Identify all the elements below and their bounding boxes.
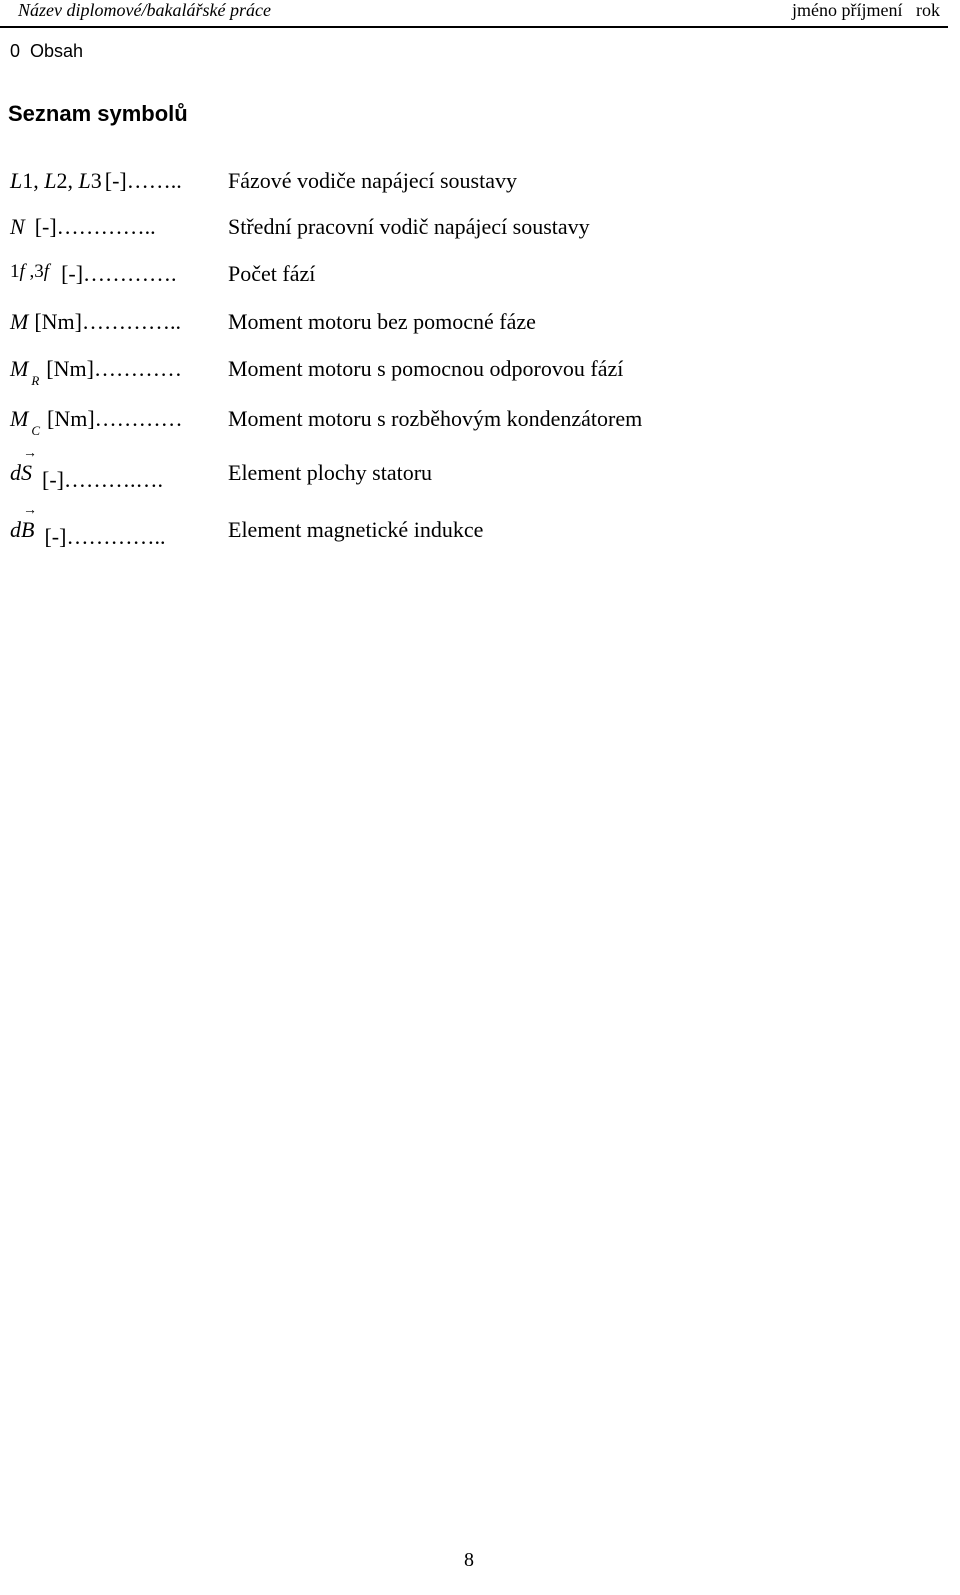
symbol-unit: [Nm] <box>34 309 82 334</box>
symbol-term <box>10 261 177 287</box>
symbol-unit: [-] <box>44 524 67 549</box>
symbol-digit: 1 <box>10 261 20 282</box>
symbol-row <box>0 406 948 450</box>
header-year: rok <box>916 0 940 20</box>
leader-dots: ………… <box>93 356 182 381</box>
symbol-row <box>0 261 948 305</box>
header-author-year <box>792 0 940 21</box>
symbol-term <box>10 503 166 549</box>
symbol-unit: [-] <box>104 168 127 193</box>
symbol-subscript: C <box>31 423 40 438</box>
symbol-row <box>0 503 948 561</box>
symbol-letter: M <box>10 406 29 431</box>
vector-symbol <box>21 503 37 543</box>
leader-dots: ………….. <box>56 214 156 239</box>
symbol-digit: 2, <box>56 168 79 193</box>
symbol-term <box>10 446 163 492</box>
leader-dots: …………. <box>83 261 177 286</box>
symbol-term <box>10 406 183 438</box>
symbol-letter: L <box>44 168 57 193</box>
symbol-description: Střední pracovní vodič napájecí soustavy <box>228 214 590 239</box>
page-header <box>0 0 948 28</box>
header-thesis-title: Název diplomové/bakalářské práce <box>18 0 271 20</box>
symbol-description: Počet fází <box>228 261 316 286</box>
leader-dots: ………… <box>94 406 183 431</box>
symbol-letter: S <box>21 460 32 485</box>
leader-dots: ………….. <box>66 524 166 549</box>
symbol-row <box>0 214 948 258</box>
symbol-letter: B <box>21 517 35 542</box>
symbol-unit-group <box>34 524 165 549</box>
symbol-letter: f <box>43 261 50 282</box>
symbol-unit: [-] <box>61 261 84 286</box>
symbol-row <box>0 309 948 353</box>
symbol-unit: [Nm] <box>46 356 94 381</box>
chapter-label <box>10 41 83 62</box>
leader-dots: ……….…. <box>63 467 163 492</box>
symbol-letter: d <box>10 517 21 542</box>
symbol-letter: L <box>78 168 91 193</box>
symbol-letter: M <box>10 309 29 334</box>
page-title: Seznam symbolů <box>8 101 188 126</box>
chapter-number: 0 <box>10 41 21 61</box>
symbol-description: Moment motoru s pomocnou odporovou fází <box>228 356 624 381</box>
symbol-description: Fázové vodiče napájecí soustavy <box>228 168 517 193</box>
symbol-term <box>10 309 181 335</box>
symbol-letter: f <box>19 261 25 282</box>
symbol-row <box>0 356 948 400</box>
symbol-term <box>10 214 156 240</box>
symbol-row <box>0 168 948 212</box>
symbol-subscript: R <box>31 373 40 388</box>
symbol-unit: [-] <box>34 214 57 239</box>
symbol-description: Element plochy statoru <box>228 460 433 485</box>
symbol-letter: N <box>10 214 25 239</box>
symbol-description: Moment motoru s rozběhovým kondenzátorem <box>228 406 643 431</box>
symbol-letter: M <box>10 356 29 381</box>
page-number: 8 <box>464 1549 474 1571</box>
symbol-letter: d <box>10 460 21 485</box>
symbol-description: Moment motoru bez pomocné fáze <box>228 309 536 334</box>
symbol-term <box>10 356 182 388</box>
symbol-unit: [Nm] <box>47 406 95 431</box>
symbol-row <box>0 446 948 504</box>
leader-dots: …….. <box>126 168 182 193</box>
symbol-digit: 1, <box>22 168 45 193</box>
header-author: jméno příjmení <box>792 0 903 20</box>
leader-dots: ………….. <box>81 309 181 334</box>
vector-arrow-icon: → <box>23 446 37 461</box>
vector-arrow-icon: → <box>23 503 37 518</box>
symbol-digit: 3 <box>90 168 102 193</box>
symbol-term <box>10 168 182 194</box>
symbol-unit-group <box>32 467 163 492</box>
symbol-digit: ,3 <box>24 261 44 282</box>
chapter-name: Obsah <box>30 41 84 61</box>
symbol-unit: [-] <box>42 467 64 492</box>
symbol-letter: L <box>10 168 23 193</box>
symbol-phase-expression <box>10 261 49 282</box>
vector-symbol <box>21 446 37 486</box>
symbol-description: Element magnetické indukce <box>228 517 484 542</box>
